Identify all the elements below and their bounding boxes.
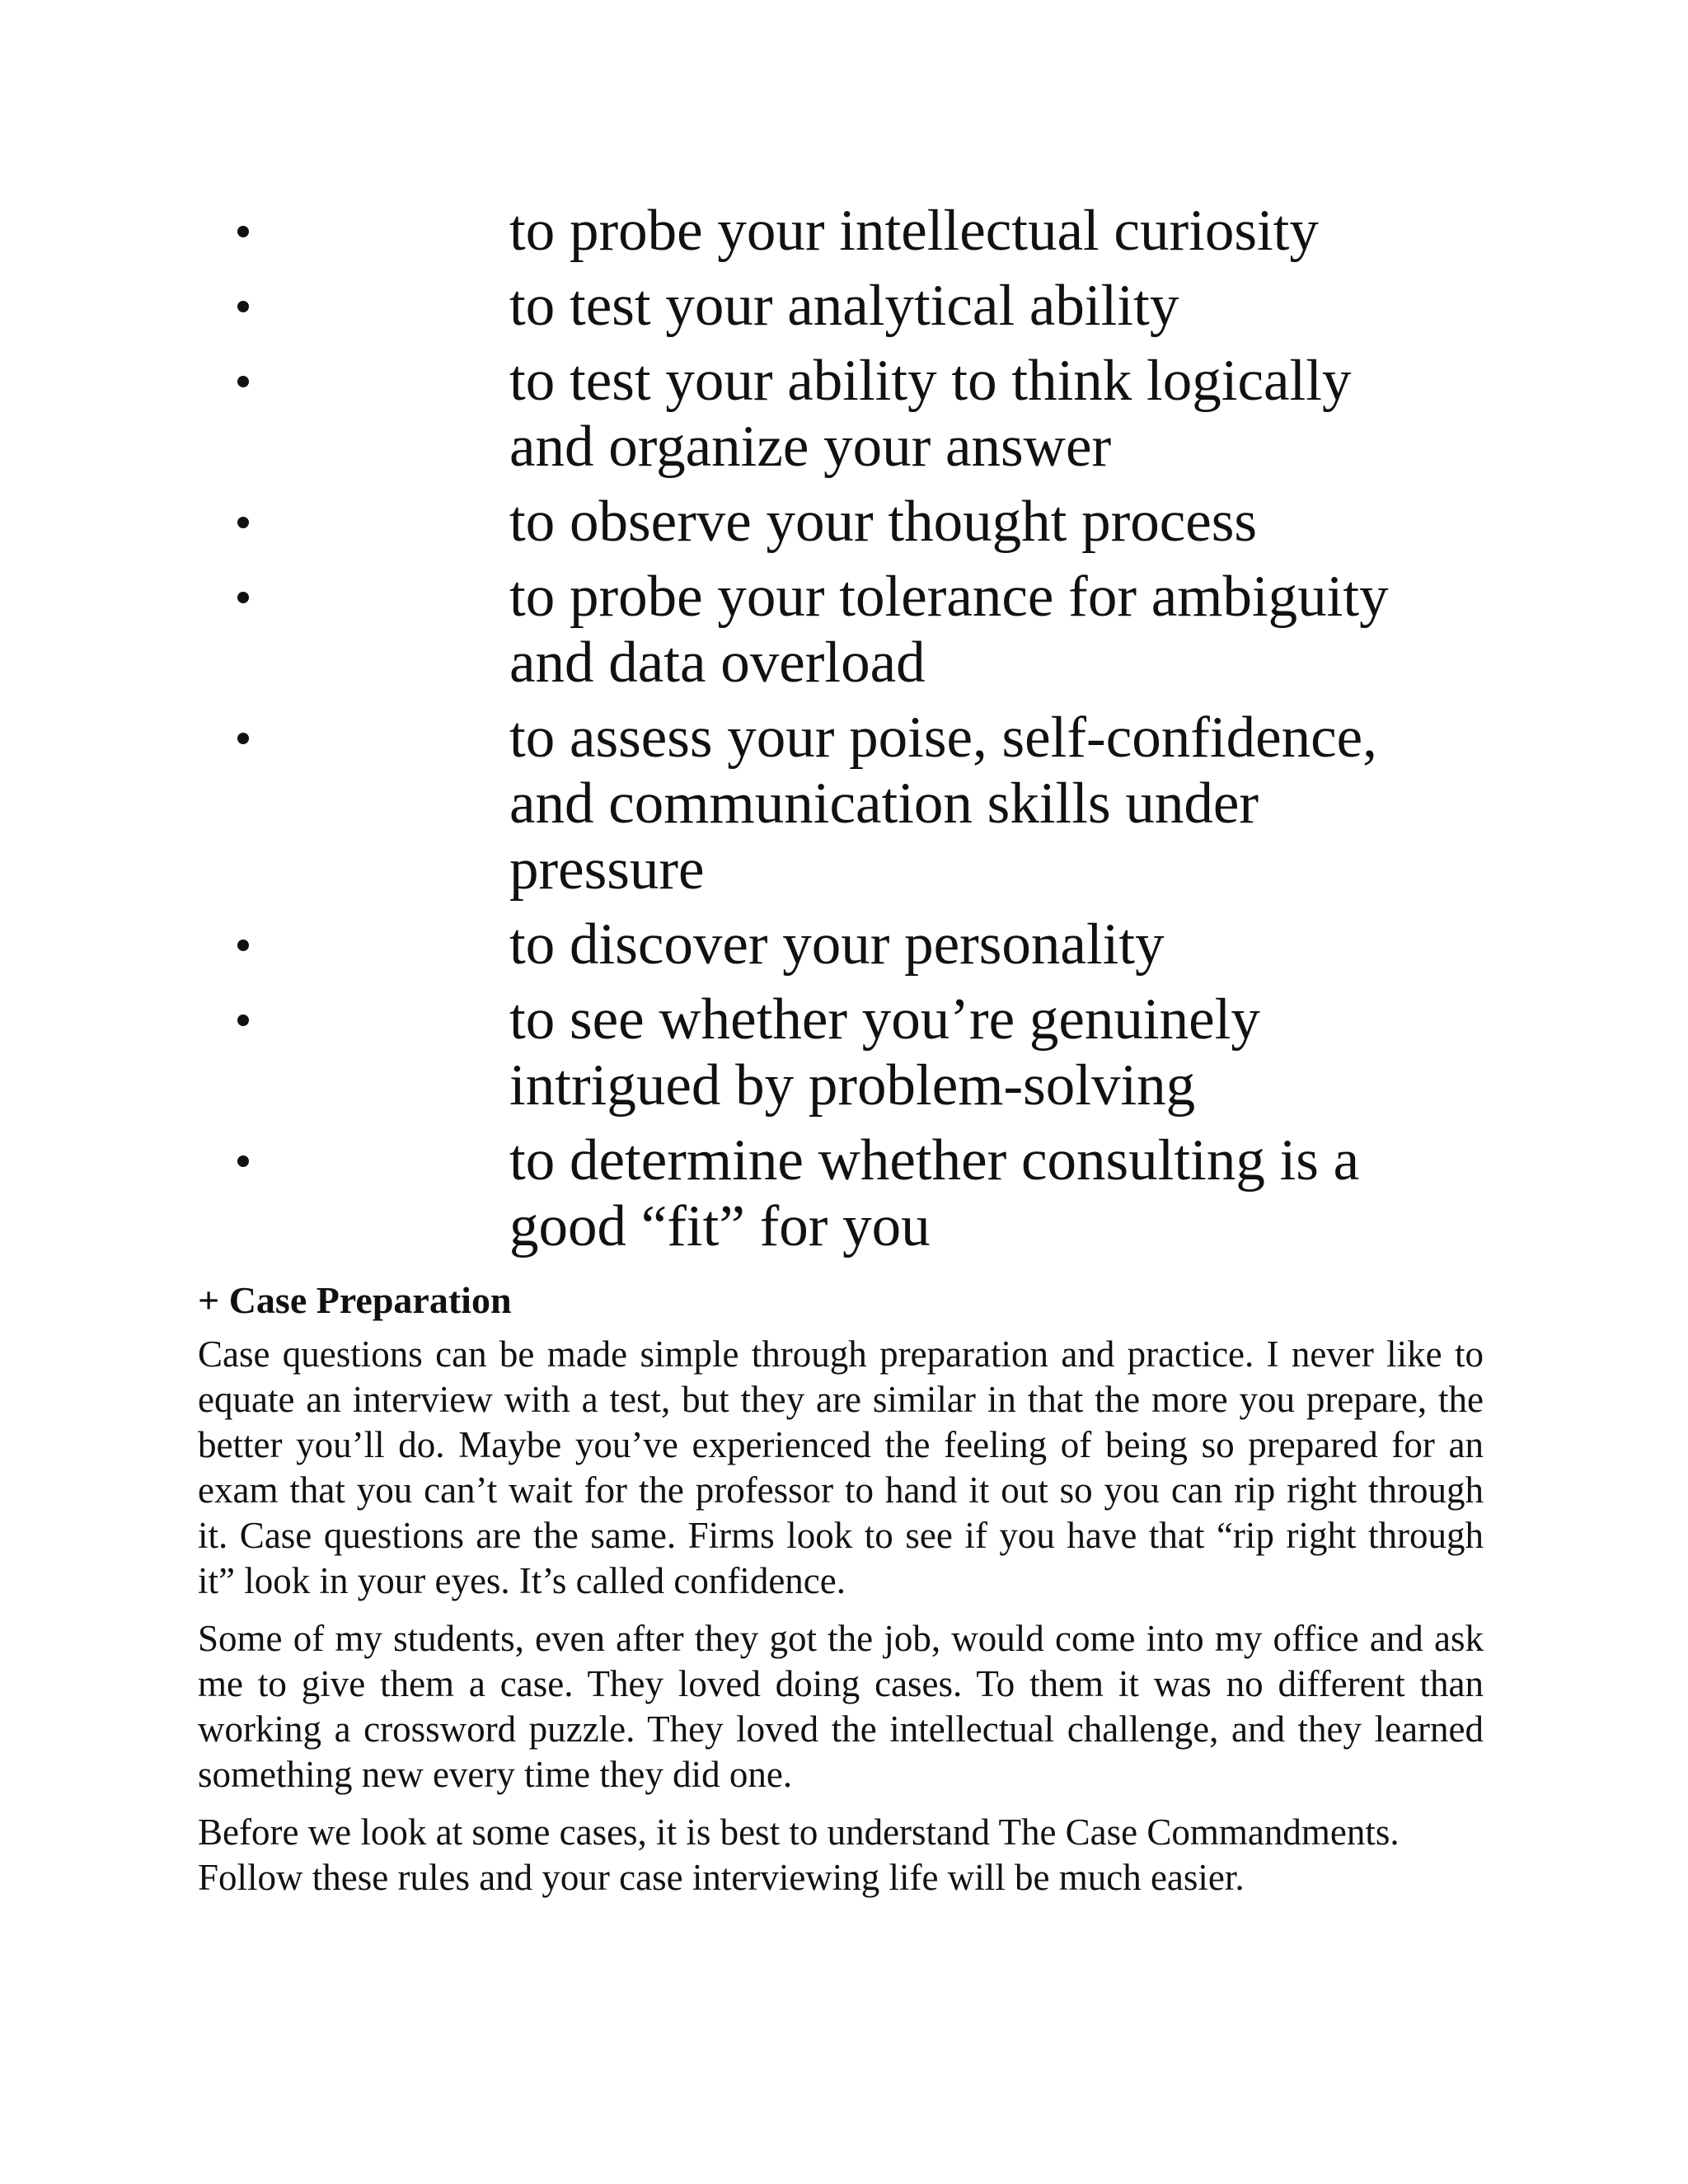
bullet-text: to observe your thought process (509, 490, 1258, 554)
list-item (198, 705, 1432, 902)
bullet-text: to determine whether consulting is a good “fit” for you (509, 1128, 1360, 1258)
case-preparation-section (198, 1276, 1484, 1913)
bullet-icon (237, 517, 249, 528)
bullet-icon (237, 376, 249, 387)
bullet-text: to test your ability to think logically and organize your answer (509, 349, 1352, 479)
list-item (198, 987, 1432, 1118)
bullet-icon (237, 301, 249, 312)
bullet-text: to probe your tolerance for ambiguity and data overload (509, 565, 1389, 695)
bullet-text: to see whether you’re genuinely intrigued by problem-solving (509, 987, 1260, 1118)
bullet-text: to probe your intellectual curiosity (509, 199, 1319, 263)
bullet-icon (237, 226, 249, 237)
list-item (198, 1127, 1432, 1259)
bullet-icon (237, 1015, 249, 1026)
bullet-text: to assess your poise, self-confidence, and communication skills under pressure (509, 705, 1377, 902)
bullet-icon (237, 733, 249, 744)
body-paragraph: Before we look at some cases, it is best to understand The Case Commandments. Follow these rules and your case interviewing life will be much easier. (198, 1811, 1400, 1898)
list-item (198, 912, 1432, 977)
bullet-icon (237, 1155, 249, 1167)
bullet-text: to discover your personality (509, 912, 1165, 977)
bullet-icon (237, 592, 249, 603)
list-item (198, 489, 1432, 555)
section-heading: + Case Preparation (198, 1279, 512, 1321)
bullet-icon (237, 940, 249, 951)
list-item (198, 564, 1432, 696)
body-paragraph: Case questions can be made simple through preparation and practice. I never like to equate an interview with a test, but they are similar in that the more you prepare, the better you’ll do. Maybe you’ve experienced the feeling of being so prepared for an exam that you can’t wait for the professor to hand it out so you can rip right through it. Case questions are the same. Firms look to see if you have that “rip right through it” look in your eyes. It’s called confidence. (198, 1333, 1484, 1601)
list-item (198, 348, 1432, 480)
list-item (198, 273, 1432, 339)
bullet-list (198, 198, 1484, 1268)
body-paragraph: Some of my students, even after they got the job, would come into my office and ask me to give them a case. They loved doing cases. To them it was no different than working a crossword puzzle. They loved the intellectual challenge, and they learned something new every time they did one. (198, 1618, 1484, 1795)
list-item (198, 198, 1432, 264)
bullet-text: to test your analytical ability (509, 274, 1179, 338)
